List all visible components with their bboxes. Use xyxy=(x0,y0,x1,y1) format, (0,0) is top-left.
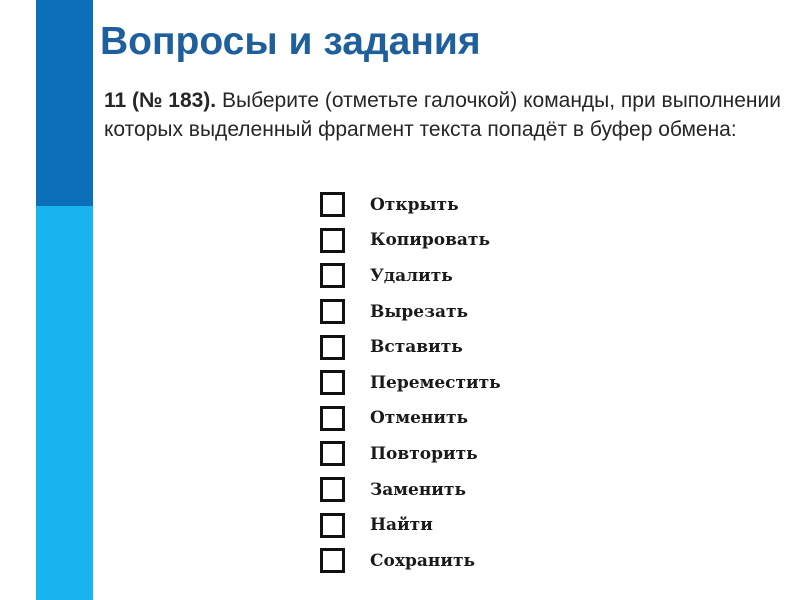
option-label: Заменить xyxy=(370,479,466,500)
option-redo[interactable] xyxy=(320,436,501,472)
checkbox[interactable] xyxy=(320,335,345,360)
option-replace[interactable] xyxy=(320,472,501,508)
option-delete[interactable] xyxy=(320,258,501,294)
option-label: Вырезать xyxy=(370,301,469,322)
sidebar-accent-dark xyxy=(36,0,93,206)
option-find[interactable] xyxy=(320,507,501,543)
checkbox[interactable] xyxy=(320,299,345,324)
option-paste[interactable] xyxy=(320,329,501,365)
option-cut[interactable] xyxy=(320,294,501,330)
checkbox[interactable] xyxy=(320,477,345,502)
option-label: Сохранить xyxy=(370,550,476,571)
checkbox[interactable] xyxy=(320,548,345,573)
checkbox[interactable] xyxy=(320,263,345,288)
checkbox[interactable] xyxy=(320,192,345,217)
option-label: Найти xyxy=(370,515,433,536)
checkbox[interactable] xyxy=(320,513,345,538)
checkbox[interactable] xyxy=(320,406,345,431)
question-text xyxy=(104,86,784,144)
option-label: Удалить xyxy=(370,265,453,286)
option-undo[interactable] xyxy=(320,401,501,437)
sidebar-accent-light xyxy=(36,206,93,600)
option-label: Отменить xyxy=(370,408,469,429)
page-title: Вопросы и задания xyxy=(100,20,481,63)
option-label: Открыть xyxy=(370,194,459,215)
option-open[interactable] xyxy=(320,187,501,223)
checkbox[interactable] xyxy=(320,228,345,253)
options-list xyxy=(320,187,501,579)
question-body: Выберите (отметьте галочкой) команды, при выполнении которых выделенный фрагмент текста попадёт в буфер обмена: xyxy=(104,89,781,141)
checkbox[interactable] xyxy=(320,441,345,466)
question-number: 11 (№ 183). xyxy=(104,89,217,112)
option-move[interactable] xyxy=(320,365,501,401)
option-label: Повторить xyxy=(370,443,478,464)
option-save[interactable] xyxy=(320,543,501,579)
option-label: Вставить xyxy=(370,337,463,358)
option-copy[interactable] xyxy=(320,223,501,259)
option-label: Переместить xyxy=(370,372,501,393)
option-label: Копировать xyxy=(370,230,490,251)
checkbox[interactable] xyxy=(320,370,345,395)
